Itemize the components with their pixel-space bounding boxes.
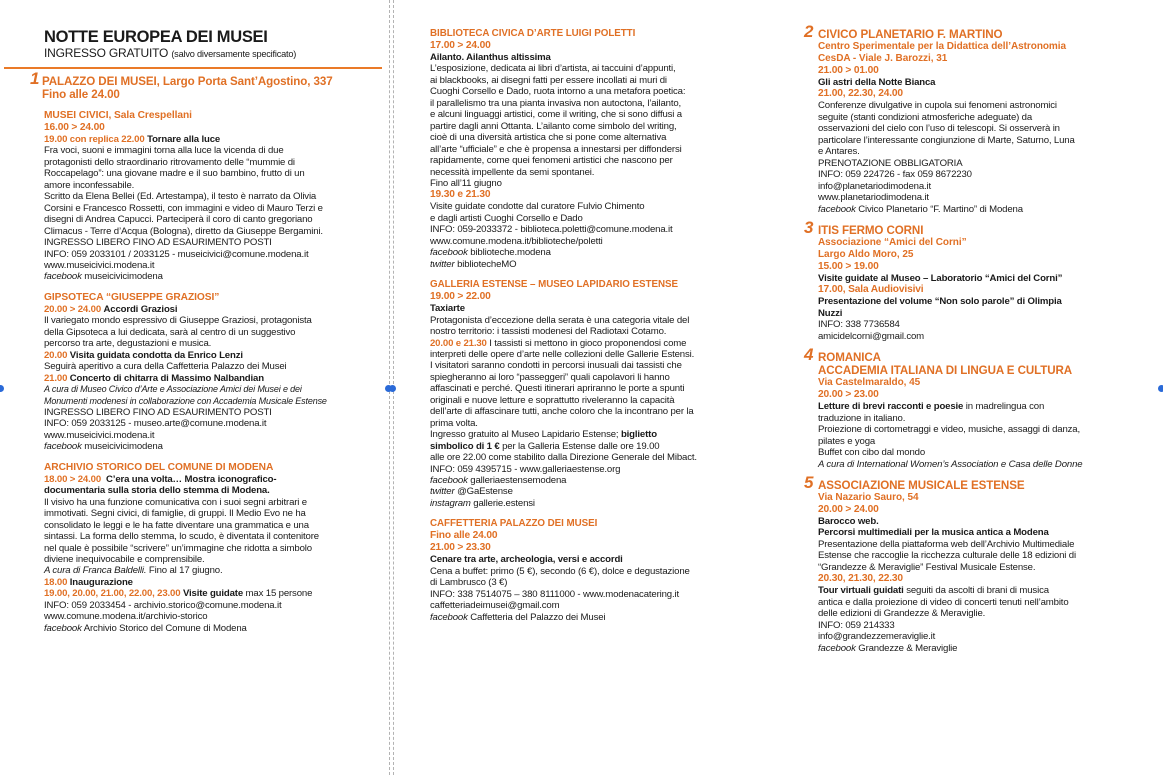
text-line: INGRESSO GRATUITO <box>44 46 169 60</box>
text-line: Fino alle 24.00 <box>430 530 498 542</box>
text-line: Via Castelmaraldo, 45 <box>818 377 921 389</box>
text-line: Ingresso gratuito al Museo Lapidario Estense; <box>430 429 621 441</box>
text-line: Cuoghi Corsello e Dado, ruota intorno a una metafora poetica: <box>430 86 686 98</box>
text-line: Letture di brevi racconti e poesie <box>818 401 964 413</box>
text-line: Presentazione della piattaforma web dell’Archivio Multimediale <box>818 538 1075 550</box>
event-line <box>44 474 378 485</box>
text-line: seguite (stanti condizioni atmosferiche adeguate) da <box>818 111 1033 123</box>
text-line: Buffet con cibo dal mondo <box>818 447 926 459</box>
text-line: Il variegato mondo espressivo di Giuseppe Graziosi, protagonista <box>44 315 312 327</box>
text-line: e dagli artisti Cuoghi Corsello e Dado <box>430 212 583 224</box>
text-line: (salvo diversamente specificato) <box>171 49 297 59</box>
venue-title: GIPSOTECA “GIUSEPPE GRAZIOSI” <box>44 291 220 303</box>
text-line: partire dagli anni Ottanta. L’ailanto come simbolo del writing, <box>430 120 677 132</box>
venue-title: MUSEI CIVICI, Sala Crespellani <box>44 110 192 121</box>
facebook-ref <box>44 623 378 634</box>
text-span <box>4 453 378 462</box>
twitter-ref <box>430 486 770 497</box>
text-line: L’esposizione, dedicata ai libri d’artista, ai taccuini d’appunti, <box>430 63 676 75</box>
text-line: Roccapelago”: una giovane madre e il suo bambino, frutto di un <box>44 168 305 180</box>
facebook-ref <box>430 475 770 486</box>
text-line: particolare l’interessante congiunzione di Marte, Saturno, Luna <box>818 134 1075 146</box>
text-line: INGRESSO LIBERO FINO AD ESAURIMENTO POSTI <box>44 406 272 418</box>
text-line: delle edizioni di Grandezze & Meraviglie. <box>818 608 986 620</box>
text-line: Concerto di chitarra di Massimo Nalbandian <box>69 372 264 384</box>
event-line <box>44 588 378 599</box>
biblioteca-block <box>430 28 770 270</box>
website-link[interactable]: www.museicivici.modena.it <box>44 259 155 271</box>
text-line: Scritto da Elena Bellei (Ed. Artestampa), il testo è narrato da Olivia <box>44 191 317 203</box>
text-line: prima volta. <box>430 417 478 429</box>
text-line: I tassisti si mettono in gioco proponendosi come <box>486 337 687 349</box>
text-line: INFO: 059-2033372 - biblioteca.poletti@comune.modena.it <box>430 224 673 236</box>
page-subtitle <box>44 46 378 61</box>
text-line: antica e dalla proiezione di video di concerti tenuti nell’ambito <box>818 596 1069 608</box>
text-line: pilates e yoga <box>818 435 876 447</box>
text-span <box>804 215 1151 224</box>
text-span <box>804 342 1151 351</box>
text-line: Corsini e Francesco Rossetti, con immagini e video di Mauro Terzi e <box>44 202 323 214</box>
text-line: 20.30, 21.30, 22.30 <box>818 573 903 585</box>
text-line: protagonisti dello straordinario ritrovamento delle “mummie di <box>44 156 295 168</box>
text-line: instagram <box>430 497 471 509</box>
text-line: amore inconfessabile. <box>44 179 135 191</box>
column-1 <box>0 0 388 775</box>
text-line: spiegheranno ai loro “passeggeri” quali capolavori li hanno <box>430 371 670 383</box>
text-line: galleriaestensemodena <box>470 474 567 486</box>
text-line: INFO: 059 2033101 / 2033125 - museicivici@comune.modena.it <box>44 248 309 260</box>
facebook-ref <box>818 643 1151 654</box>
twitter-ref <box>430 259 770 270</box>
event-line <box>44 577 378 588</box>
text-line: ASSOCIAZIONE MUSICALE ESTENSE <box>818 478 1025 492</box>
text-line: 4 <box>804 345 814 365</box>
text-span <box>430 509 770 518</box>
website-link[interactable]: www.museicivici.modena.it <box>44 429 155 441</box>
section-1 <box>4 69 378 101</box>
text-line: Fra voci, suoni e immagini torna alla luce la vicenda di due <box>44 145 284 157</box>
text-line: Monumenti modenesi in collaborazione con Accademia Musicale Estense <box>44 395 327 406</box>
text-line: all’arte “ufficiale” e che è propensa a innestarsi per diffondersi <box>430 143 682 155</box>
text-line: biglietto <box>620 429 657 441</box>
text-span <box>430 441 770 452</box>
facebook-ref <box>430 247 770 258</box>
text-line: INFO: 059 4395715 - www.galleriaestense.org <box>430 463 621 475</box>
text-line: 20.00 > 24.00 <box>44 303 101 315</box>
text-line: Civico Planetario “F. Martino” di Modena <box>858 203 1023 215</box>
text-line: INFO: 338 7514075 – 380 8111000 - www.modenacatering.it <box>430 588 679 600</box>
text-line: Fino all’11 giugno <box>430 177 502 189</box>
text-line: della Gipsoteca a lui dedicata, sarà al centro di un suggestivo <box>44 326 296 338</box>
facebook-ref <box>430 612 770 623</box>
text-line: Percorsi multimediali per la musica antica a Modena <box>818 527 1049 539</box>
text-line: facebook <box>430 247 468 259</box>
archivio-block <box>44 462 378 634</box>
text-line: e Antares. <box>818 146 860 158</box>
text-line: facebook <box>430 611 468 623</box>
text-line: Archivio Storico del Comune di Modena <box>83 622 247 634</box>
text-line: 21.00 > 01.00 <box>818 65 879 76</box>
text-line: facebook <box>44 441 82 453</box>
text-line: gallerie.estensi <box>473 497 535 509</box>
text-line: INFO: 059 2033454 - archivio.storico@comune.modena.it <box>44 599 282 611</box>
text-line: INFO: 059 2033125 - museo.arte@comune.modena.it <box>44 418 267 430</box>
selection-handle-mid-b[interactable] <box>389 385 396 392</box>
text-line: A cura di Franca Baldelli. <box>44 565 147 577</box>
text-line: Grandezze & Meraviglie <box>858 642 958 654</box>
text-line: affascinati e perché. Questi itinerari apriranno le porte a spunti <box>430 383 685 395</box>
text-line: facebook <box>430 474 468 486</box>
text-line: Tornare alla luce <box>147 134 221 145</box>
text-line: Conferenze divulgative in cupola sui fenomeni astronomici <box>818 100 1057 112</box>
text-line: @GaEstense <box>457 486 513 498</box>
column-3 <box>782 0 1163 775</box>
text-line: Fino al 17 giugno. <box>146 565 223 577</box>
text-line: facebook <box>44 622 82 634</box>
section-heading: PALAZZO DEI MUSEI, Largo Porta Sant’Agostino, 337 <box>42 75 333 88</box>
website-link[interactable]: www.comune.modena.it/archivio-storico <box>44 611 208 623</box>
text-line: max 15 persone <box>243 588 313 600</box>
text-line: Inaugurazione <box>69 576 133 588</box>
text-line: cioè di una diversità artistica che si pone come alternativa <box>430 132 667 144</box>
text-line: 17.00 > 24.00 <box>430 40 491 51</box>
text-line: ITIS FERMO CORNI <box>818 223 924 237</box>
text-line: facebook <box>818 203 856 215</box>
column-2 <box>396 0 778 775</box>
page-title: NOTTE EUROPEA DEI MUSEI <box>44 28 268 46</box>
text-line: Caffetteria del Palazzo dei Musei <box>470 611 606 623</box>
text-line: osservazioni del cielo con l’uso di telescopi. Si osserverà in <box>818 123 1060 135</box>
section-4 <box>804 345 1151 470</box>
gipsoteca-block <box>44 292 378 453</box>
text-span <box>430 429 770 440</box>
text-line: A cura di International Women’s Association e Casa delle Donne <box>818 458 1083 470</box>
text-line: PRENOTAZIONE OBBLIGATORIA <box>818 157 963 169</box>
text-line: twitter <box>430 486 455 498</box>
text-line: INGRESSO LIBERO FINO AD ESAURIMENTO POSTI <box>44 237 272 249</box>
text-line: facebook <box>44 271 82 283</box>
text-line: INFO: 059 224726 - fax 059 8672230 <box>818 169 972 181</box>
text-line: ACCADEMIA ITALIANA DI LINGUA E CULTURA <box>818 364 1073 378</box>
text-line: 20.00 > 23.00 <box>818 389 879 401</box>
galleria-block <box>430 279 770 509</box>
musei-civici-block <box>44 110 378 283</box>
text-line: museicivicimodena <box>84 441 163 453</box>
text-line: 21.00, 22.30, 24.00 <box>818 88 903 100</box>
text-line: biblioteche.modena <box>470 247 551 259</box>
text-line: Ailanto. Ailanthus altissima <box>430 52 551 63</box>
venue-title: CAFFETTERIA PALAZZO DEI MUSEI <box>430 518 598 530</box>
text-line: CesDA - Viale J. Barozzi, 31 <box>818 53 948 64</box>
text-line: e alcuni linguaggi artistici, come il writing, che si sono diffusi a <box>430 109 682 121</box>
venue-title: BIBLIOTECA CIVICA D’ARTE LUIGI POLETTI <box>430 28 636 39</box>
text-line: Proiezione di cortometraggi e video, musiche, assaggi di danza, <box>818 424 1080 436</box>
text-line: INFO: 338 7736584 <box>818 319 900 331</box>
text-line: Visite guidate al Museo – Laboratorio “Amici del Corni” <box>818 272 1063 284</box>
website-link[interactable]: www.planetariodimodena.it <box>818 192 929 204</box>
text-line: 5 <box>804 472 814 492</box>
event-line <box>44 304 378 315</box>
text-span <box>4 101 378 110</box>
text-span <box>818 401 1151 412</box>
text-line: percorso tra arte, degustazioni e musica. <box>44 338 212 350</box>
section-number: 1 <box>30 69 40 88</box>
text-line: nostro territorio: i tassisti modenesi del Radiotaxi Cotamo. <box>430 326 667 338</box>
text-line: 19.00, 20.00, 21.00, 22.00, 23.00 <box>44 588 181 600</box>
text-line: INFO: 059 214333 <box>818 619 895 631</box>
text-line: Barocco web. <box>818 515 879 527</box>
text-line: Taxiarte <box>430 303 465 315</box>
text-line: twitter <box>430 258 455 270</box>
email-link[interactable]: amicidelcorni@gmail.com <box>818 330 924 342</box>
text-span <box>430 270 770 279</box>
text-line: sintassi. La forma dello stemma, lo scudo, è diventata il contenitore <box>44 531 319 543</box>
text-line: di Lambrusco (3 €) <box>430 577 508 589</box>
text-line: dell’arte di affascinare tutti, anche coloro che la incontrano per la <box>430 406 694 418</box>
text-line: 20.00 > 24.00 <box>818 503 879 515</box>
text-span <box>44 565 378 576</box>
email-link[interactable]: caffetteriadeimusei@gmail.com <box>430 600 560 612</box>
text-line: immotivati. Segni civici, di famiglie, di gruppi. Il Medio Evo ne ha <box>44 508 306 520</box>
text-line: Seguirà aperitivo a cura della Caffetteria Palazzo dei Musei <box>44 361 287 373</box>
text-line: Visite guidate condotte dal curatore Fulvio Chimento <box>430 201 645 213</box>
facebook-ref <box>44 271 378 282</box>
email-link[interactable]: info@planetariodimodena.it <box>818 180 932 192</box>
text-line: Cenare tra arte, archeologia, versi e accordi <box>430 554 623 566</box>
text-line: seguiti da ascolti di brani di musica <box>903 585 1049 597</box>
text-span <box>818 585 1151 596</box>
text-line: Visite guidate <box>182 588 244 600</box>
section-5 <box>804 472 1151 654</box>
text-line: Climacus - Terre d’Acqua (Bologna), diretto da Giuseppe Bergamini. <box>44 225 323 237</box>
text-line: 20.00 <box>44 349 68 361</box>
text-line: nel quale è possibile “scrivere” un’immagine che ridotta a simbolo <box>44 542 312 554</box>
text-line: disegni di Andrea Capucci. Parteciperà il coro di canto gregoriano <box>44 214 313 226</box>
text-line: Associazione “Amici del Corni” <box>818 236 967 248</box>
venue-title: ARCHIVIO STORICO DEL COMUNE DI MODENA <box>44 461 274 473</box>
text-line: traduzione in italiano. <box>818 412 906 424</box>
caffetteria-block <box>430 518 770 623</box>
text-line: museicivicimodena <box>84 271 163 283</box>
text-line: C’era una volta… Mostra iconografico- <box>106 473 277 485</box>
text-line: il parallelismo tra una pianta invasiva non autoctona, l’ailanto, <box>430 97 682 109</box>
text-line: documentaria sulla storia dello stemma di Modena. <box>44 485 270 497</box>
text-line: necessità impellente da semi spontanei. <box>430 166 595 178</box>
instagram-ref <box>430 498 770 509</box>
text-line: Tour virtuali guidati <box>818 585 904 597</box>
event-time: 16.00 > 24.00 <box>44 122 105 133</box>
section-heading-time: Fino alle 24.00 <box>42 88 120 101</box>
text-line: consolidato le leggi e le ha fatte diventare una grammatica e una <box>44 519 309 531</box>
text-line: Accordi Graziosi <box>103 303 178 315</box>
website-link[interactable]: www.comune.modena.it/biblioteche/poletti <box>430 235 603 247</box>
text-line: Cena a buffet: primo (5 €), secondo (6 €), dolce e degustazione <box>430 565 690 577</box>
text-line: Il visivo ha una funzione comunicativa con i suoi segni arbitrari e <box>44 496 307 508</box>
text-line: rapidamente, come quei fenomeni artistici che nascono per <box>430 155 673 167</box>
text-line: Nuzzi <box>818 307 843 319</box>
text-line: 19.30 e 21.30 <box>430 189 491 201</box>
header-rule <box>4 67 382 69</box>
text-span <box>804 470 1151 479</box>
text-line: alle ore 22.00 come stabilito dalla Direzione Generale del Mibact. <box>430 452 697 464</box>
text-line: CIVICO PLANETARIO F. MARTINO <box>818 28 1003 41</box>
text-line: I visitatori saranno condotti in percorsi inusuali dai tassisti che <box>430 360 682 372</box>
text-line: A cura di Museo Civico d’Arte e Associazione Amici dei Musei e dei <box>44 384 302 395</box>
text-line: bibliotecheMO <box>457 258 517 270</box>
text-line: 2 <box>804 22 814 41</box>
section-2 <box>804 22 1151 215</box>
text-line: diviene inequivocabile e comprensibile. <box>44 553 205 565</box>
event-line <box>44 134 378 145</box>
text-line: Visita guidata condotta da Enrico Lenzi <box>69 349 243 361</box>
event-line <box>44 373 378 384</box>
text-span <box>430 338 770 349</box>
text-line: 18.00 > 24.00 <box>44 473 101 485</box>
text-line: 3 <box>804 217 814 237</box>
text-line: facebook <box>818 642 856 654</box>
text-line: Protagonista d’eccezione della serata è una categoria vitale del <box>430 314 690 326</box>
event-line <box>44 350 378 361</box>
text-line: 18.00 <box>44 576 68 588</box>
text-line: 21.00 <box>44 372 68 384</box>
facebook-ref <box>44 441 378 452</box>
text-line: Via Nazario Sauro, 54 <box>818 491 919 503</box>
text-line: Presentazione del volume “Non solo parole” di Olimpia <box>818 296 1062 308</box>
text-line: ROMANICA <box>818 351 881 365</box>
text-line: interpreti delle opere d’arte nelle collezioni delle Gallerie Estensi. <box>430 348 695 360</box>
text-line: Gli astri della Notte Bianca <box>818 77 936 88</box>
text-span <box>4 283 378 292</box>
text-line: 19.00 con replica 22.00 <box>44 134 145 145</box>
text-line: 20.00 e 21.30 <box>430 337 487 349</box>
text-line: 17.00, Sala Audiovisivi <box>818 284 924 296</box>
venue-title: GALLERIA ESTENSE – MUSEO LAPIDARIO ESTENSE <box>430 279 678 291</box>
text-line: 15.00 > 19.00 <box>818 260 879 272</box>
text-line: Estense che raccoglie la ricchezza culturale delle 18 edizioni di <box>818 550 1076 562</box>
text-line: in madrelingua con <box>963 401 1045 413</box>
text-line: ai blackbooks, ai disegni fatti per essere incollati ai muri di <box>430 74 667 86</box>
text-line: “Grandezze & Meraviglie” Festival Musicale Estense. <box>818 561 1036 573</box>
text-line: originali e nuove letture e soprattutto riveleranno la capacità <box>430 394 675 406</box>
text-line: simbolico di 1 € <box>430 440 500 452</box>
text-line: Centro Sperimentale per la Didattica dell’Astronomia <box>818 41 1067 52</box>
text-line: 21.00 > 23.30 <box>430 542 491 554</box>
facebook-ref <box>818 204 1151 215</box>
text-line: 19.00 > 22.00 <box>430 291 491 303</box>
section-3 <box>804 217 1151 342</box>
text-line: per la Galleria Estense dalle ore 19.00 <box>499 440 660 452</box>
text-line: Largo Aldo Moro, 25 <box>818 248 914 260</box>
email-link[interactable]: info@grandezzemeraviglie.it <box>818 631 936 643</box>
